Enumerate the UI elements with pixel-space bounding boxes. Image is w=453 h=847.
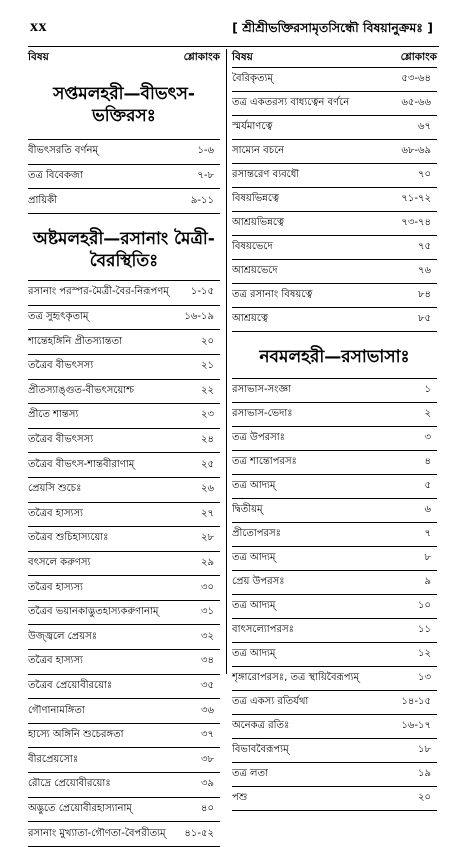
verse-number: ১-১৫ <box>190 286 214 298</box>
verse-number: ৩০ <box>200 581 214 593</box>
verse-number: ১৪-১৫ <box>401 696 431 708</box>
section-rows <box>232 378 437 811</box>
toc-entry: রসানাং মুখ্যাতা-গৌণতা-বৈপরীত্যম্ <box>28 827 166 839</box>
toc-row <box>28 724 220 749</box>
toc-row <box>28 503 220 528</box>
toc-entry: তত্র আদ্যম্ <box>232 552 276 564</box>
toc-entry: বিষয়ভিন্নত্বে <box>232 193 279 204</box>
verse-number: ৭৫ <box>418 241 431 252</box>
toc-row <box>28 429 220 454</box>
toc-row <box>28 281 220 306</box>
toc-row <box>232 92 437 116</box>
toc-entry: গৌণানামঙ্গিতা <box>28 704 85 716</box>
verse-number: ২৬ <box>200 483 214 495</box>
verse-number: ৮৪ <box>418 289 431 300</box>
toc-entry: রসাভাস-সংজ্ঞা <box>232 384 291 396</box>
toc-entry: তত্র বিবেকজা <box>28 170 83 182</box>
toc-row <box>232 475 437 499</box>
toc-entry: আশ্রয়ত্বে <box>232 313 268 324</box>
toc-entry: বিভাববৈরূপ্যম্ <box>232 744 289 756</box>
toc-row <box>28 748 220 773</box>
toc-entry: স্মর্যমাণত্বে <box>232 121 273 132</box>
toc-row <box>232 236 437 260</box>
toc-entry: প্রীতে শান্তস্য <box>28 409 79 421</box>
verse-number: ৫৩-৬৪ <box>401 73 431 84</box>
toc-row <box>232 667 437 691</box>
toc-entry: অদ্ভুতে প্রেয়োবীরহাস্যানাম্ <box>28 802 132 814</box>
toc-row <box>28 453 220 478</box>
toc-entry: দ্বিতীয়ম্ <box>232 504 263 516</box>
verse-number: ২৮ <box>201 532 214 544</box>
toc-entry: তত্রৈব বীভৎসস্য <box>28 360 94 372</box>
section-title <box>28 228 220 272</box>
toc-row <box>232 787 437 811</box>
toc-entry: বাৎসল্যোপরসঃ <box>232 624 294 636</box>
toc-entry: তত্রৈব শুচিহাস্যয়োঃ <box>28 532 109 544</box>
toc-row <box>28 576 220 601</box>
toc-row <box>232 188 437 212</box>
toc-row <box>232 116 437 140</box>
toc-row <box>232 260 437 284</box>
toc-entry: বীরপ্রেয়সোঃ <box>28 753 79 765</box>
toc-row <box>28 165 220 190</box>
verse-number: ২২ <box>200 384 214 396</box>
toc-entry: সাম্যেন বচনে <box>232 145 285 156</box>
toc-entry: বৎসলে করুণস্য <box>28 556 91 568</box>
toc-row <box>28 798 220 823</box>
toc-entry: তত্র একতরস্য বাধ্যত্বেন বর্ণনে <box>232 97 350 108</box>
left-column-header <box>28 50 220 67</box>
toc-entry: তত্র আদ্যম্ <box>232 600 276 612</box>
toc-row <box>28 478 220 503</box>
toc-row <box>232 379 437 403</box>
verse-number: ৩১ <box>201 606 214 618</box>
verse-number: ১৬-১৯ <box>184 311 214 323</box>
left-column <box>28 50 220 847</box>
toc-row <box>232 451 437 475</box>
verse-number: ৮৫ <box>418 313 431 324</box>
toc-row <box>28 773 220 798</box>
toc-row <box>28 625 220 650</box>
section-rows <box>28 139 220 214</box>
toc-entry: তত্র সুহৃৎকৃতাম্ <box>28 311 89 323</box>
toc-entry: শান্তেহঙ্গিনি প্রীতস্যান্ততা <box>28 335 123 347</box>
toc-entry: তত্র একস্য রতির্যথা <box>232 696 309 708</box>
toc-entry: উজ্জ্বলে প্রেয়সঃ <box>28 630 98 642</box>
section-rows <box>232 67 437 332</box>
subject-label: বিষয় <box>232 51 253 63</box>
toc-entry: রসান্তরেণ ব্যবধৌ <box>232 169 300 180</box>
toc-row <box>28 404 220 429</box>
top-rule <box>28 46 439 47</box>
verse-number: ৩৬ <box>200 704 214 716</box>
toc-row <box>232 427 437 451</box>
toc-row <box>232 284 437 308</box>
toc-row <box>28 330 220 355</box>
running-title: [ শ্রীশ্রীভক্তিরসামৃতসিন্ধৌ বিষয়ানুক্রমঃ ] <box>232 20 433 35</box>
toc-entry: তত্র রসানাং বিষয়ত্বে <box>232 289 313 300</box>
verse-number: ৩৫ <box>201 679 214 691</box>
toc-entry: প্রেয়সি শুচেঃ <box>28 483 82 495</box>
toc-entry: তত্রৈব ভয়ানকাদ্ভুতহাস্যকরুণানাম্ <box>28 606 159 618</box>
verse-number: ১৮ <box>418 744 431 756</box>
toc-entry: তত্রৈব প্রেয়োবীরয়োঃ <box>28 679 113 691</box>
toc-entry: তত্র উপরসাঃ <box>232 432 285 444</box>
toc-row <box>232 691 437 715</box>
toc-entry: রৌদ্রে প্রেয়োবীরয়োঃ <box>28 778 111 790</box>
verse-number: ২৩ <box>200 409 214 421</box>
toc-entry: বৈরিকৃত্যম্ <box>232 73 273 84</box>
toc-entry: তত্রৈব বীভৎসস্য <box>28 434 94 446</box>
toc-entry: তত্রৈব বীভৎস-শান্তবীরাণাম্ <box>28 458 135 470</box>
verse-number: ৫ <box>424 480 431 492</box>
verse-number: ৭৬ <box>417 265 431 276</box>
section-rows <box>28 280 220 847</box>
toc-entry: রসানাং পরস্পর-মৈত্রী-বৈর-নিরূপণম্ <box>28 286 169 298</box>
toc-entry: তত্র আদ্যম্ <box>232 480 276 492</box>
section-title: নবমলহরী—রসাভাসাঃ <box>259 347 410 367</box>
toc-entry: তত্র লতা <box>232 768 268 780</box>
verse-number: ১ <box>424 384 431 396</box>
verse-number: ৩৯ <box>201 778 214 790</box>
toc-row <box>28 650 220 675</box>
toc-entry: প্রীতোপরসঃ <box>232 528 281 540</box>
toc-row <box>232 595 437 619</box>
verse-number: ১৬-১৭ <box>401 720 431 732</box>
toc-row <box>232 739 437 763</box>
right-column-header <box>232 50 437 67</box>
toc-row <box>232 523 437 547</box>
column-divider <box>226 49 227 674</box>
toc-row <box>28 601 220 626</box>
section-title-line: বৈরস্থিতিঃ <box>89 251 159 272</box>
verse-number: ৪১-৫২ <box>184 827 214 839</box>
toc-entry: তত্রৈব হাস্যস্য <box>28 581 83 593</box>
verse-number: ৪০ <box>201 802 214 814</box>
toc-row <box>28 699 220 724</box>
verse-number: ১৩ <box>418 672 431 684</box>
toc-entry: বিষয়ভেদে <box>232 241 273 252</box>
toc-row <box>232 164 437 188</box>
verse-number: ৬ <box>424 504 431 516</box>
verse-number: ৬৮-৬৯ <box>401 145 431 156</box>
verse-number: ৩ <box>424 432 431 444</box>
verse-number: ২৭ <box>200 507 214 519</box>
verse-number: ৭-৮ <box>197 170 214 182</box>
toc-row <box>28 355 220 380</box>
verse-number: ২ <box>424 408 431 420</box>
verse-number: ১১ <box>418 624 431 636</box>
toc-entry: তত্র আদ্যম্ <box>232 648 276 660</box>
toc-row <box>28 527 220 552</box>
toc-entry: তত্র শান্তোপরসঃ <box>232 456 297 468</box>
verse-number: ২৯ <box>201 556 214 568</box>
toc-row <box>28 189 220 214</box>
toc-entry: রসাভাস-ভেদাঃ <box>232 408 293 420</box>
toc-entry: তত্রৈব হাস্যস্য <box>28 655 83 667</box>
toc-row <box>28 140 220 165</box>
toc-row <box>28 675 220 700</box>
toc-row <box>28 552 220 577</box>
verse-number: ৯-১১ <box>190 194 214 206</box>
verse-number: ১-৬ <box>197 145 214 157</box>
subject-label: বিষয় <box>28 51 49 63</box>
verse-number: ৪ <box>424 456 431 468</box>
toc-row <box>232 547 437 571</box>
toc-row <box>232 763 437 787</box>
toc-entry: তত্রৈব হাস্যস্য <box>28 507 83 519</box>
verse-number: ২০ <box>200 335 214 347</box>
verse-number: ৩৭ <box>200 729 214 741</box>
verse-number: ২৪ <box>201 434 214 446</box>
verse-number: ৭১-৭২ <box>401 193 431 204</box>
verse-number: ৩২ <box>200 630 214 642</box>
toc-row <box>232 68 437 92</box>
toc-entry: অনেকত্র রতিঃ <box>232 720 290 732</box>
verse-label: শ্লোকাংক <box>400 51 437 63</box>
toc-entry: হাস্যে অঙ্গিনি শুচেরঙ্গতা <box>28 729 124 741</box>
toc-row <box>28 380 220 405</box>
toc-entry: পশু <box>232 792 248 804</box>
right-column <box>232 50 437 811</box>
verse-label: শ্লোকাংক <box>183 51 220 63</box>
toc-entry: প্রীতস্যাঙ্গুত-বীভৎসয়োশ্চ <box>28 384 135 396</box>
verse-number: ৭৩-৭৪ <box>401 217 431 228</box>
verse-number: ৩৪ <box>201 655 214 667</box>
toc-entry: আশ্রয়ভেদে <box>232 265 278 276</box>
toc-row <box>232 571 437 595</box>
verse-number: ১২ <box>418 648 431 660</box>
verse-number: ৯ <box>424 576 431 588</box>
toc-row <box>232 619 437 643</box>
toc-row <box>232 715 437 739</box>
toc-entry: প্রেয় উপরসঃ <box>232 576 285 588</box>
toc-entry: শৃঙ্গারোপরসঃ, তত্র স্থায়িবৈরূপ্যম্ <box>232 672 360 684</box>
toc-entry: প্রায়িকী <box>28 194 57 206</box>
verse-number: ২৫ <box>201 458 214 470</box>
verse-number: ২০ <box>417 792 431 804</box>
verse-number: ৬৭ <box>417 121 431 132</box>
verse-number: ১০ <box>418 600 431 612</box>
toc-row <box>28 822 220 847</box>
verse-number: ৮ <box>424 552 431 564</box>
toc-row <box>232 140 437 164</box>
toc-entry: আশ্রয়ভিন্নত্বে <box>232 217 284 228</box>
section-title-line: অষ্টমলহরী—রসানাং মৈত্রী- <box>33 228 215 249</box>
verse-number: ৩৮ <box>201 753 214 765</box>
toc-row <box>232 403 437 427</box>
toc-row <box>232 308 437 332</box>
verse-number: ৭০ <box>417 169 431 180</box>
toc-row <box>232 499 437 523</box>
toc-row <box>232 643 437 667</box>
section-title: সপ্তমলহরী—বীভৎস-ভক্তিরসঃ <box>53 84 195 127</box>
verse-number: ৭ <box>424 528 431 540</box>
verse-number: ৬৫-৬৬ <box>401 97 431 108</box>
toc-row <box>232 212 437 236</box>
verse-number: ২১ <box>201 360 214 372</box>
page-number: xx <box>30 18 47 35</box>
verse-number: ১৯ <box>418 768 431 780</box>
toc-entry: বীভৎসরতি বর্ণনম্ <box>28 145 99 157</box>
toc-row <box>28 306 220 331</box>
